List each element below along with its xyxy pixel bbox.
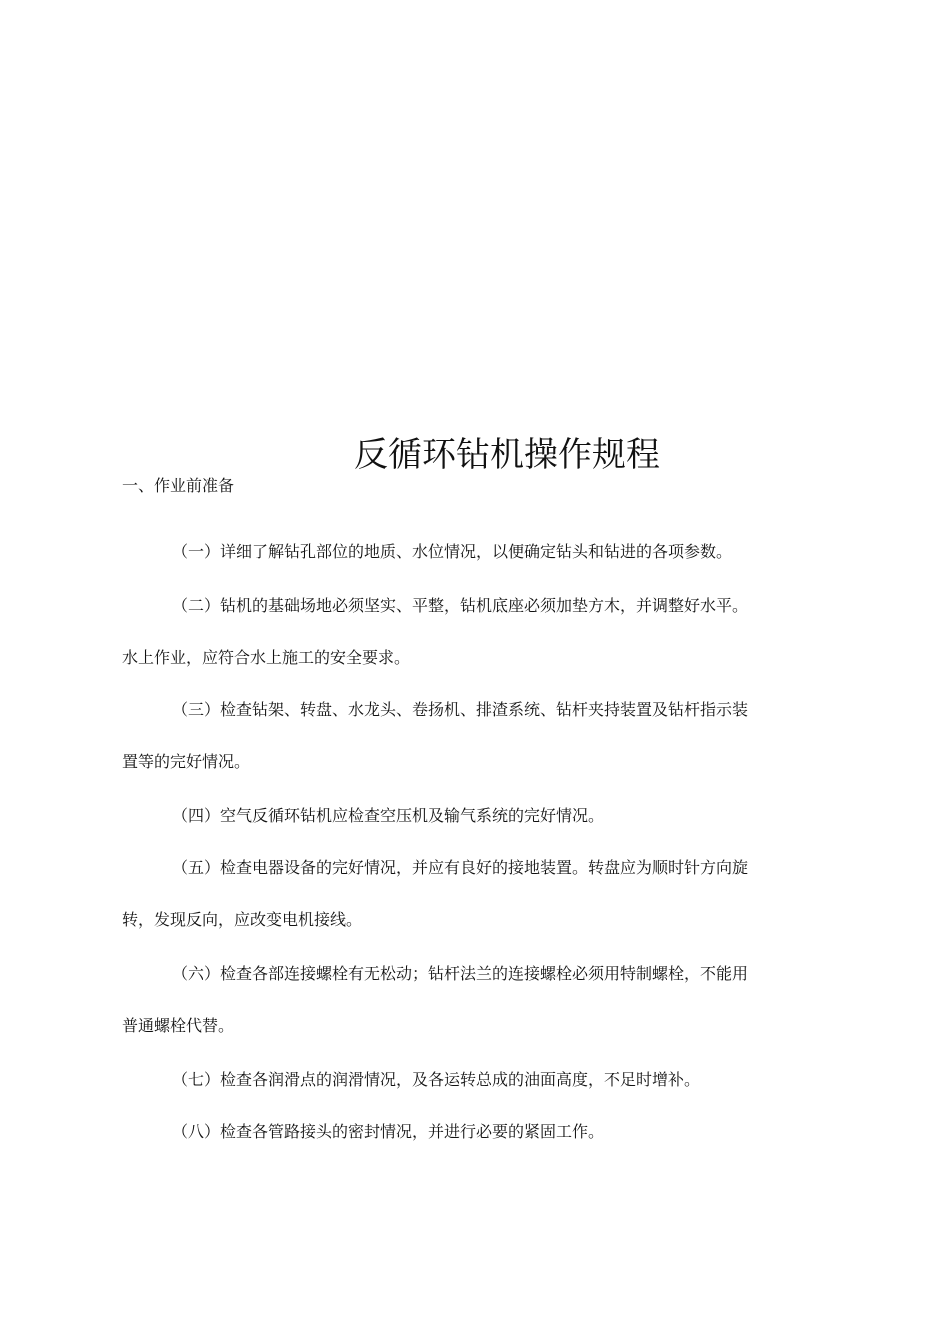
paragraph-line: （七）检查各润滑点的润滑情况，及各运转总成的油面高度，不足时增补。 — [172, 1070, 701, 1089]
paragraph-item-6 — [122, 962, 822, 1038]
paragraph-line: （八）检查各管路接头的密封情况，并进行必要的紧固工作。 — [172, 1122, 605, 1141]
paragraph-line: （三）检查钻架、转盘、水龙头、卷扬机、排渣系统、钻杆夹持装置及钻杆指示装 — [172, 700, 749, 719]
section-heading: 一、作业前准备 — [122, 476, 235, 495]
paragraph-line: （四）空气反循环钻机应检查空压机及输气系统的完好情况。 — [172, 806, 605, 825]
paragraph-line: 置等的完好情况。 — [122, 752, 251, 771]
paragraph-line: （一）详细了解钻孔部位的地质、水位情况，以便确定钻头和钻进的各项参数。 — [172, 542, 733, 561]
paragraph-line: 普通螺栓代替。 — [122, 1016, 235, 1035]
paragraph-item-2 — [122, 594, 822, 670]
paragraph-item-1 — [122, 540, 822, 564]
paragraph-line: （六）检查各部连接螺栓有无松动；钻杆法兰的连接螺栓必须用特制螺栓，不能用 — [172, 964, 749, 983]
paragraph-item-4 — [122, 804, 822, 828]
paragraph-item-8 — [122, 1120, 822, 1144]
document-title: 反循环钻机操作规程 — [354, 435, 660, 475]
paragraph-line: 转，发现反向，应改变电机接线。 — [122, 910, 363, 929]
paragraph-line: 水上作业，应符合水上施工的安全要求。 — [122, 648, 411, 667]
paragraph-line: （二）钻机的基础场地必须坚实、平整，钻机底座必须加垫方木，并调整好水平。 — [172, 596, 749, 615]
paragraph-item-5 — [122, 856, 822, 932]
paragraph-item-7 — [122, 1068, 822, 1092]
paragraph-line: （五）检查电器设备的完好情况，并应有良好的接地装置。转盘应为顺时针方向旋 — [172, 858, 749, 877]
paragraph-item-3 — [122, 698, 822, 774]
